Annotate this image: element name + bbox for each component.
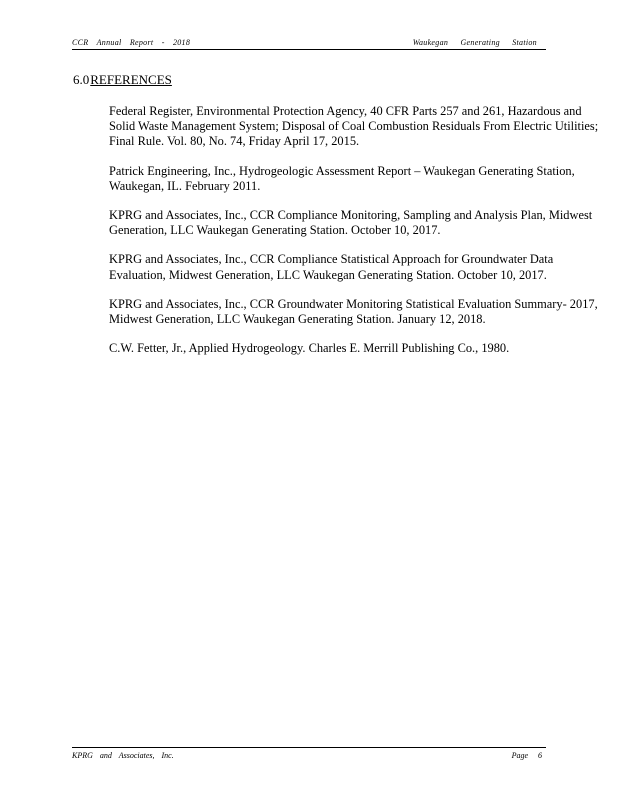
reference-text: KPRG and Associates, Inc., CCR Groundwater Monitoring Statistical Evaluation Summary- 2017, Midwest Generation, LLC Waukegan Generating Station. January 12, 2018. — [109, 296, 598, 327]
reference-text: C.W. Fetter, Jr., Applied Hydrogeology. Charles E. Merrill Publishing Co., 1980. — [109, 341, 510, 356]
section-heading — [73, 72, 172, 88]
reference-list — [88, 104, 608, 356]
reference-item — [88, 208, 608, 238]
reference-text: KPRG and Associates, Inc., CCR Compliance Statistical Approach for Groundwater Data Evaluation, Midwest Generation, LLC Waukegan Generating Station. October 10, 2017. — [109, 252, 554, 282]
reference-item — [88, 252, 608, 282]
reference-item — [88, 341, 608, 356]
section-title: REFERENCES — [90, 72, 172, 87]
reference-item — [88, 164, 608, 194]
reference-text: Patrick Engineering, Inc., Hydrogeologic Assessment Report – Waukegan Generating Station, Waukegan, IL. February 2011. — [109, 163, 575, 193]
footer-divider — [72, 747, 546, 748]
reference-text: Federal Register, Environmental Protection Agency, 40 CFR Parts 257 and 261, Hazardous and Solid Waste Management System; Disposal of Coal Combustion Residuals From Electric Utilities; Final Rule. Vol. 80, No. 74, Friday April 17, 2015. — [109, 104, 599, 149]
header-station-name: Waukegan Generating Station — [412, 38, 537, 47]
header-divider — [72, 49, 546, 50]
reference-item — [88, 104, 608, 150]
page-footer — [72, 751, 546, 763]
header-report-title: CCR Annual Report - 2018 — [72, 38, 191, 47]
reference-text: KPRG and Associates, Inc., CCR Compliance Monitoring, Sampling and Analysis Plan, Midwest Generation, LLC Waukegan Generating Station. October 10, 2017. — [109, 208, 593, 238]
section-number: 6.0 — [73, 72, 90, 87]
footer-company: KPRG and Associates, Inc. — [72, 751, 174, 760]
reference-item — [88, 297, 608, 327]
footer-page-number: Page 6 — [511, 751, 542, 760]
